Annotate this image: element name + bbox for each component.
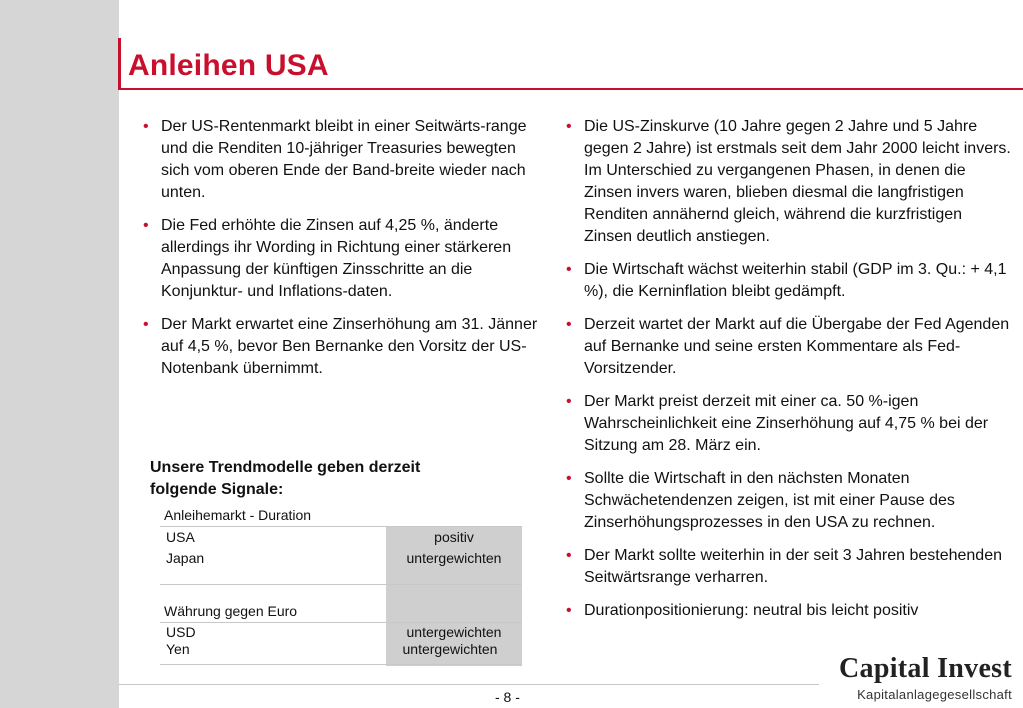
table-divider	[160, 526, 522, 527]
company-logo: Capital Invest	[839, 653, 1012, 684]
table-divider	[160, 664, 522, 665]
bullet-icon: •	[566, 393, 572, 410]
row-value-japan: untergewichten	[406, 550, 502, 566]
footer-divider	[119, 684, 819, 685]
right-bullet-list	[566, 116, 1014, 633]
bullet-text: Die Wirtschaft wächst weiterhin stabil (GDP im 3. Qu.: + 4,1 %), die Kerninflation bleibt gedämpft.	[584, 261, 1007, 300]
bullet-icon: •	[143, 118, 149, 135]
bullet-icon: •	[566, 261, 572, 278]
bullet-text: Der Markt erwartet eine Zinserhöhung am 31. Jänner auf 4,5 %, bevor Ben Bernanke den Vorsitz der US-Notenbank übernimmt.	[161, 316, 538, 377]
row-value-usa: positiv	[434, 529, 474, 545]
list-item	[566, 116, 1014, 248]
row-value-yen: untergewichten	[402, 641, 498, 657]
signals-heading: Unsere Trendmodelle geben derzeit folgende Signale:	[150, 459, 421, 498]
page-number: - 8 -	[495, 689, 520, 705]
list-item	[566, 600, 1014, 622]
company-tagline: Kapitalanlagegesellschaft	[857, 687, 1012, 702]
list-item	[566, 314, 1014, 380]
bullet-text: Derzeit wartet der Markt auf die Übergabe der Fed Agenden auf Bernanke und seine ersten Kommentare als Fed-Vorsitzender.	[584, 316, 1010, 377]
bullet-icon: •	[143, 316, 149, 333]
list-item	[143, 116, 543, 204]
list-item	[566, 259, 1014, 303]
bullet-text: Der Markt sollte weiterhin in der seit 3 Jahren bestehenden Seitwärtsrange verharren.	[584, 547, 1002, 586]
section-title-duration: Anleihemarkt - Duration	[164, 507, 312, 523]
bullet-text: Durationpositionierung: neutral bis leicht positiv	[584, 602, 919, 619]
bullet-icon: •	[566, 602, 572, 619]
bullet-icon: •	[566, 316, 572, 333]
bullet-text: Der Markt preist derzeit mit einer ca. 50 %-igen Wahrscheinlichkeit eine Zinserhöhung auf 4,75 % bei der Sitzung am 28. März ein.	[584, 393, 989, 454]
table-divider	[160, 584, 522, 585]
title-accent-bar	[118, 38, 121, 90]
row-value-usd: untergewichten	[406, 624, 502, 640]
bullet-icon: •	[143, 217, 149, 234]
bullet-text: Die Fed erhöhte die Zinsen auf 4,25 %, änderte allerdings ihr Wording in Richtung einer stärkeren Anpassung der künftigen Zinsschritte an die Konjunktur- und Inflations-daten.	[161, 217, 512, 300]
left-bullet-list	[143, 116, 543, 391]
list-item	[566, 391, 1014, 457]
bullet-icon: •	[566, 118, 572, 135]
list-item	[566, 468, 1014, 534]
row-label-usa: USA	[166, 529, 195, 545]
list-item	[566, 545, 1014, 589]
table-divider	[160, 622, 522, 623]
section-title-currency: Währung gegen Euro	[164, 603, 298, 619]
list-item	[143, 215, 543, 303]
list-item	[143, 314, 543, 380]
title-underline	[118, 88, 1023, 90]
trend-signal-table	[160, 506, 522, 666]
sidebar-panel	[0, 0, 119, 708]
bullet-text: Die US-Zinskurve (10 Jahre gegen 2 Jahre und 5 Jahre gegen 2 Jahre) ist erstmals seit dem Jahr 2000 leicht invers. Im Unterschied zu vergangenen Phasen, in denen die Zinsen invers waren, blieben diesmal die langfristigen Renditen annähernd gleich, während die kurzfristigen Zinsen deutlich anstiegen.	[584, 118, 1011, 245]
row-label-usd: USD	[166, 624, 196, 640]
bullet-icon: •	[566, 470, 572, 487]
page-title: Anleihen USA	[128, 49, 329, 82]
bullet-text: Sollte die Wirtschaft in den nächsten Monaten Schwächetendenzen zeigen, ist mit einer Pause des Zinserhöhungsprozesses in den USA zu rechnen.	[584, 470, 955, 531]
row-label-japan: Japan	[166, 550, 205, 566]
bullet-text: Der US-Rentenmarkt bleibt in einer Seitwärts-range und die Renditen 10-jähriger Treasuries bewegten sich vom oberen Ende der Band-breite wieder nach unten.	[161, 118, 527, 201]
bullet-icon: •	[566, 547, 572, 564]
row-label-yen: Yen	[166, 641, 190, 657]
